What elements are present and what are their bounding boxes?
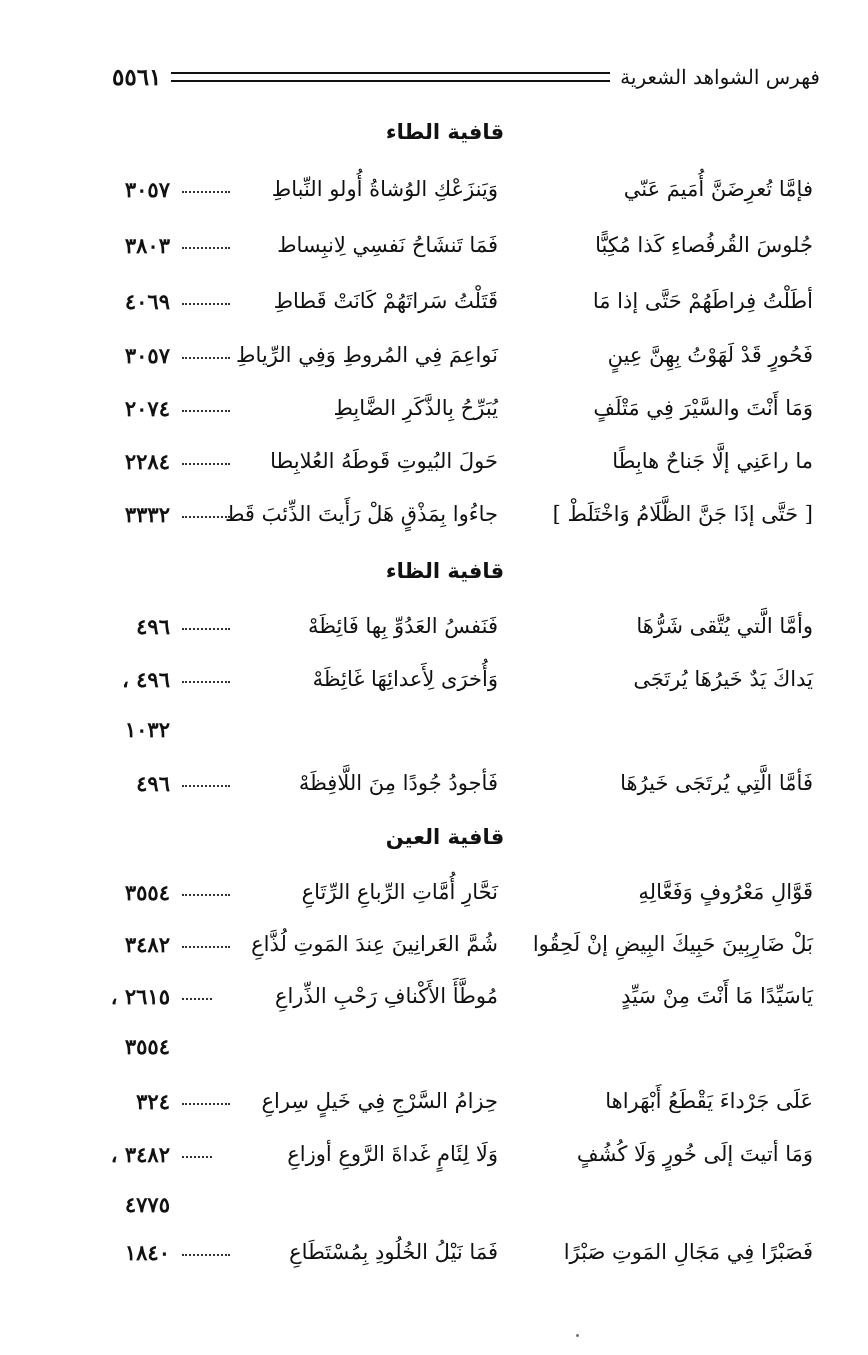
- leader-dots: [182, 396, 230, 412]
- scan-speck: [576, 1334, 579, 1337]
- verse-first-hemistich: وأمَّا الَّتي يُتَّقى شَرُّهَا: [636, 614, 813, 638]
- leader-dots: [182, 667, 230, 683]
- verse-reference: ١٨٤٠: [124, 1240, 170, 1265]
- verse-second-hemistich: حَولَ البُيوتِ قَوطَهُ العُلابِطا: [270, 449, 498, 473]
- leader-dots: [182, 289, 230, 305]
- verse-row: [0, 932, 868, 972]
- verse-second-hemistich: فَمَا نَيْلُ الخُلُودِ بِمُسْتَطَاعِ: [289, 1240, 498, 1264]
- verse-first-hemistich: يَداكَ يَدٌ خَيرُهَا يُرتَجَى: [633, 667, 813, 691]
- leader-dots: [182, 614, 230, 630]
- verse-reference: ٣٤٨٢ ،: [110, 1142, 170, 1167]
- verse-second-hemistich: قَتَلْتُ سَراتَهُمْ كَانَتْ قَطاطِ: [273, 289, 498, 313]
- verse-reference: ٤٠٦٩: [124, 289, 170, 314]
- verse-row: [0, 1240, 868, 1280]
- verse-first-hemistich: وَمَا أتيتَ إلَى خُورٍ وَلَا كُشُفٍ: [576, 1142, 813, 1166]
- leader-dots: [182, 1240, 230, 1256]
- verse-row: [0, 343, 868, 383]
- verse-row: [0, 396, 868, 436]
- leader-dots: [182, 502, 230, 518]
- verse-first-hemistich: أطَلْتُ فِراطَهُمْ حَتَّى إذا مَا: [592, 289, 813, 313]
- section-heading: قافية الطاء: [385, 120, 505, 144]
- verse-first-hemistich: [ حَتَّى إذَا جَنَّ الظَّلَامُ وَاخْتَلَطْ ]: [552, 502, 813, 526]
- verse-first-hemistich: يَاسَيِّدًا مَا أَنْتَ مِنْ سَيِّدٍ: [621, 984, 813, 1008]
- verse-first-hemistich: عَلَى جَرْداءَ يَقْطَعُ أَبْهَراها: [605, 1089, 813, 1113]
- verse-row: [0, 771, 868, 811]
- header-title: فهرس الشواهد الشعرية: [620, 65, 820, 89]
- leader-dots: [182, 984, 212, 1000]
- section-heading: قافية العين: [385, 825, 505, 849]
- verse-row: [0, 233, 868, 273]
- verse-reference-continuation: [0, 717, 868, 757]
- verse-reference-cont: ٣٥٥٤: [124, 1034, 170, 1059]
- verse-reference: ٤٩٦: [136, 614, 170, 639]
- verse-reference-cont: ١٠٣٢: [124, 717, 170, 742]
- verse-second-hemistich: وَيَنزَعْكِ الوُشاةُ أُولو النِّباطِ: [271, 177, 498, 201]
- verse-second-hemistich: يُبَرِّحُ بِالذَّكَرِ الضَّابِطِ: [333, 396, 498, 420]
- verse-row: [0, 289, 868, 329]
- verse-second-hemistich: وَلَا لِئَامٍ غَداةَ الرَّوعِ أوزاعِ: [287, 1142, 498, 1166]
- verse-first-hemistich: قَوَّالِ مَعْرُوفٍ وَفَعَّالِهِ: [638, 880, 813, 904]
- verse-second-hemistich: حِزامُ السَّرْجِ فِي خَيلٍ سِراعِ: [261, 1089, 498, 1113]
- verse-first-hemistich: فإمَّا تُعرِضَنَّ أُمَيمَ عَنّي: [623, 177, 813, 201]
- verse-reference-continuation: [0, 1192, 868, 1232]
- leader-dots: [182, 449, 230, 465]
- verse-second-hemistich: نَواعِمَ فِي المُروطِ وَفِي الرِّياطِ: [236, 343, 498, 367]
- verse-row: [0, 880, 868, 920]
- running-header: [112, 60, 820, 94]
- verse-row: [0, 667, 868, 707]
- verse-second-hemistich: فَأجودُ جُودًا مِنَ اللَّافِظَهْ: [298, 771, 498, 795]
- verse-reference: ٢٠٧٤: [124, 396, 170, 421]
- verse-row: [0, 1089, 868, 1129]
- verse-second-hemistich: نَحَّارِ أُمَّاتِ الرِّباعِ الرِّتَاعِ: [301, 880, 498, 904]
- verse-reference: ٣٠٥٧: [124, 177, 170, 202]
- verse-reference: ٤٩٦: [136, 771, 170, 796]
- verse-first-hemistich: وَمَا أَنْتَ والسَّيْرَ فِي مَتْلَفٍ: [593, 396, 813, 420]
- leader-dots: [182, 771, 230, 787]
- verse-row: [0, 449, 868, 489]
- verse-second-hemistich: وَأُخرَى لِأَعدائِهَا غَائِظَهْ: [312, 667, 498, 691]
- verse-reference: ٢٦١٥ ،: [110, 984, 170, 1009]
- verse-reference-continuation: [0, 1034, 868, 1074]
- verse-reference: ٣٨٠٣: [124, 233, 170, 258]
- header-rule: [171, 72, 610, 82]
- verse-reference: ٣٤٨٢: [124, 932, 170, 957]
- section-heading: قافية الظاء: [385, 559, 505, 583]
- verse-first-hemistich: جُلوسَ القُرفُصاءِ كَذا مُكِبًّا: [595, 233, 813, 257]
- page-number: ٥٥٦١: [112, 63, 162, 91]
- verse-reference: ٣٥٥٤: [124, 880, 170, 905]
- leader-dots: [182, 932, 230, 948]
- verse-second-hemistich: فَنَفسُ العَدُوِّ بِها فَائِظَهْ: [307, 614, 498, 638]
- verse-row: [0, 502, 868, 542]
- verse-reference: ٣٠٥٧: [124, 343, 170, 368]
- leader-dots: [182, 233, 230, 249]
- leader-dots: [182, 343, 230, 359]
- verse-first-hemistich: ما راعَنِي إلَّا جَناحٌ هابِطًا: [612, 449, 813, 473]
- verse-first-hemistich: بَلْ ضَارِبِينَ حَبِيكَ البِيضِ إنْ لَحِقُوا: [532, 932, 813, 956]
- verse-reference: ٣٣٣٢: [124, 502, 170, 527]
- verse-second-hemistich: شُمَّ العَرانِينَ عِندَ المَوتِ لُذَّاعِ: [251, 932, 498, 956]
- verse-row: [0, 984, 868, 1024]
- verse-reference: ٢٢٨٤: [124, 449, 170, 474]
- leader-dots: [182, 1089, 230, 1105]
- verse-first-hemistich: فَأمَّا الَّتِي يُرتَجَى خَيرُهَا: [620, 771, 813, 795]
- verse-reference: ٤٩٦ ،: [122, 667, 170, 692]
- verse-row: [0, 614, 868, 654]
- verse-reference-cont: ٤٧٧٥: [124, 1192, 170, 1217]
- leader-dots: [182, 177, 230, 193]
- verse-row: [0, 177, 868, 217]
- verse-row: [0, 1142, 868, 1182]
- leader-dots: [182, 880, 230, 896]
- leader-dots: [182, 1142, 212, 1158]
- verse-second-hemistich: فَمَا تَنشَاحُ نَفسِي لِانبِساط: [277, 233, 498, 257]
- verse-second-hemistich: مُوطَّأَ الأَكْنافِ رَحْبِ الذِّراعِ: [274, 984, 498, 1008]
- verse-first-hemistich: فَصَبْرًا فِي مَجَالِ المَوتِ صَبْرًا: [563, 1240, 813, 1264]
- verse-reference: ٣٢٤: [136, 1089, 170, 1114]
- verse-first-hemistich: فَحُورٍ قَدْ لَهَوْتُ بِهِنَّ عِينٍ: [607, 343, 813, 367]
- verse-second-hemistich: جاءُوا بِمَذْقٍ هَلْ رَأَيتَ الذِّئبَ قَط: [224, 502, 498, 526]
